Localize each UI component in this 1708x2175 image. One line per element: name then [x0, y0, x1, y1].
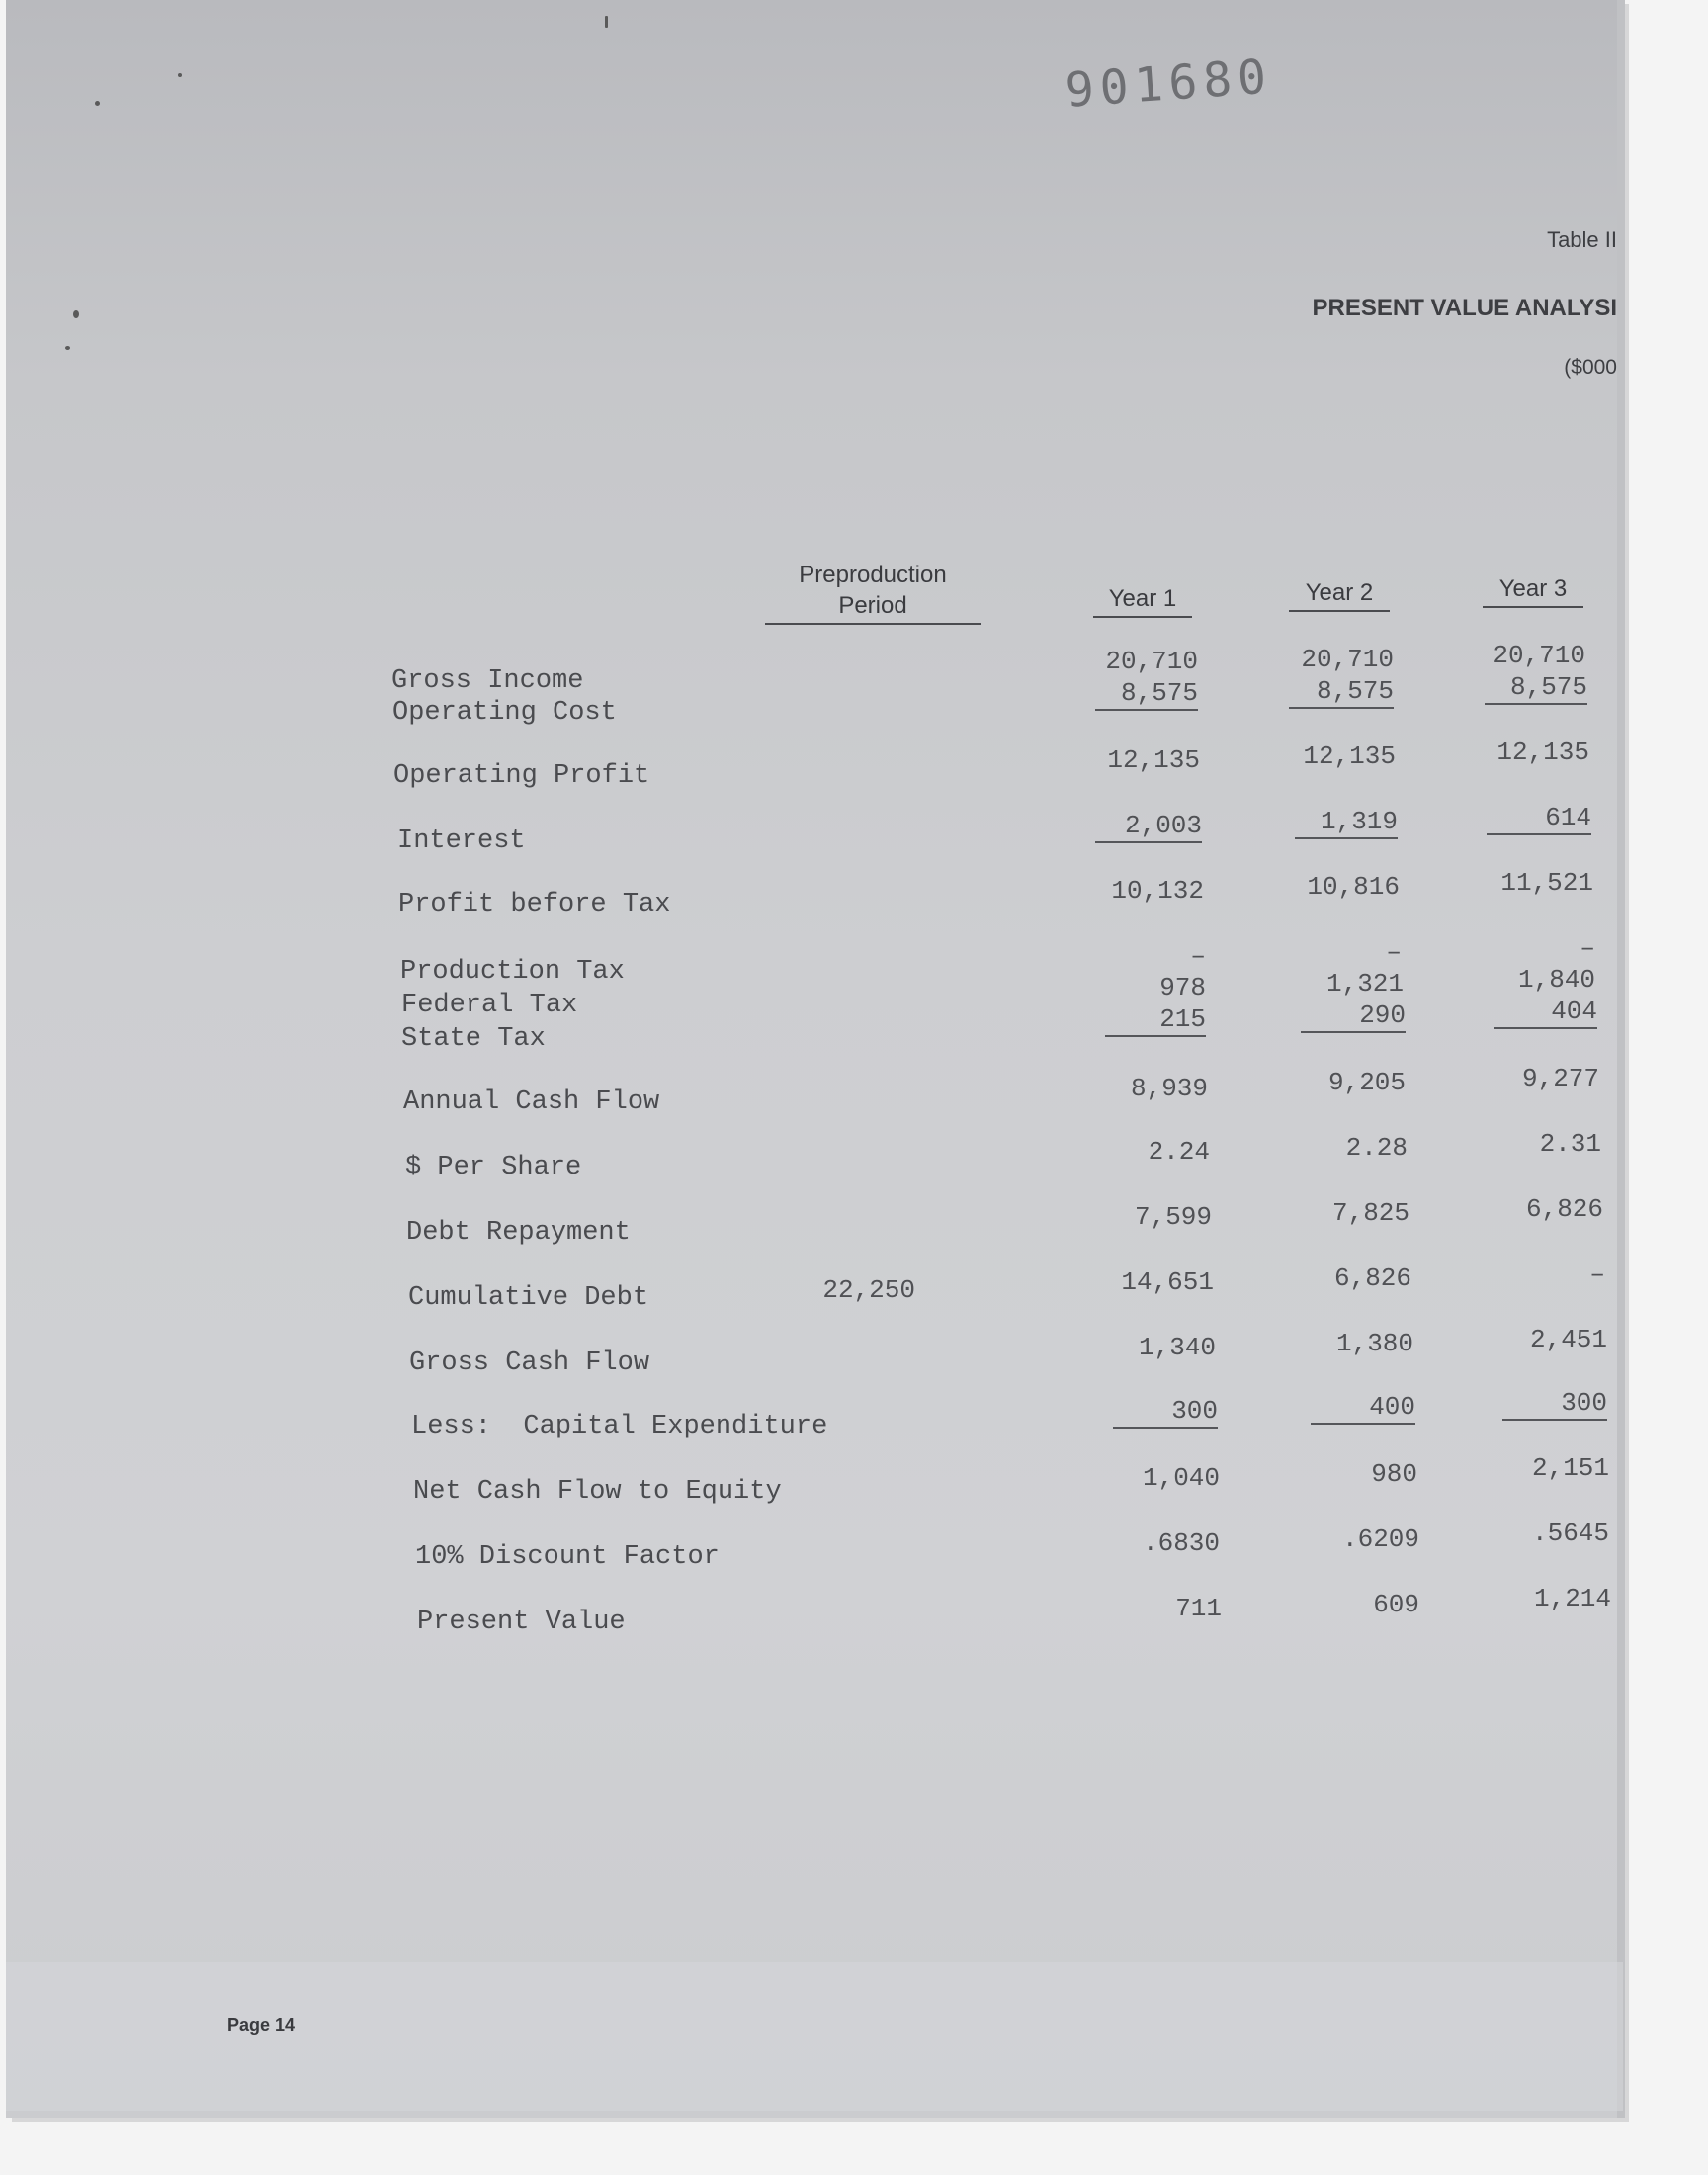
- cell-operating-cost-year-1: 8,575: [1095, 678, 1198, 711]
- cell-profit-before-tax-year-1: 10,132: [1111, 876, 1204, 906]
- document-number-stamp: 901680: [1064, 48, 1274, 119]
- cell-present-value-year-3: 1,214: [1533, 1584, 1611, 1613]
- table-number: Table II: [1547, 227, 1617, 252]
- cell-operating-profit-year-2: 12,135: [1303, 741, 1396, 771]
- row-label: Production Tax: [400, 957, 625, 987]
- cell-net-cash-flow-year-2: 980: [1371, 1459, 1417, 1489]
- cell-net-cash-flow-year-1: 1,040: [1142, 1463, 1220, 1493]
- column-header-year-2: Year 2: [1289, 577, 1390, 612]
- page-edge: [1617, 0, 1625, 2118]
- scan-speck: [95, 101, 100, 106]
- row-label: Operating Cost: [392, 698, 617, 728]
- cell-interest-year-1: 2,003: [1095, 811, 1202, 843]
- cell-net-cash-flow-year-3: 2,151: [1531, 1453, 1609, 1483]
- cell-annual-cash-flow-year-2: 9,205: [1327, 1068, 1406, 1097]
- cell-discount-factor-year-2: .6209: [1341, 1524, 1419, 1554]
- page-number: Page 14: [227, 2015, 296, 2035]
- row-label: Operating Profit: [393, 761, 650, 791]
- row-label: Interest: [397, 826, 526, 856]
- column-header-year-1: Year 1: [1093, 583, 1192, 618]
- scan-speck: [73, 310, 79, 318]
- row-label: Less: Capital Expenditure: [411, 1412, 828, 1441]
- cell-gross-cash-flow-year-3: 2,451: [1529, 1325, 1607, 1354]
- cell-debt-repayment-year-1: 7,599: [1134, 1202, 1212, 1232]
- cell-annual-cash-flow-year-1: 8,939: [1130, 1074, 1208, 1103]
- cell-capital-expenditure-year-3: 300: [1502, 1388, 1607, 1421]
- cell-federal-tax-year-3: 1,840: [1517, 965, 1595, 995]
- scan-speck: [178, 73, 182, 77]
- scan-speck: [605, 16, 608, 28]
- cell-operating-cost-year-3: 8,575: [1485, 672, 1587, 705]
- cell-operating-profit-year-3: 12,135: [1496, 738, 1589, 767]
- row-label: Debt Repayment: [406, 1218, 631, 1248]
- cell-gross-income-year-3: 20,710: [1493, 641, 1585, 670]
- cell-gross-income-year-2: 20,710: [1301, 645, 1394, 674]
- cell-per-share-year-1: 2.24: [1148, 1137, 1210, 1167]
- cell-capital-expenditure-year-1: 300: [1113, 1396, 1218, 1429]
- scan-speck: [65, 346, 70, 350]
- table-title: PRESENT VALUE ANALYSI: [1312, 295, 1617, 321]
- row-label: Gross Cash Flow: [409, 1348, 650, 1378]
- cell-operating-cost-year-2: 8,575: [1289, 676, 1394, 709]
- column-header-year-3: Year 3: [1483, 573, 1583, 608]
- cell-discount-factor-year-1: .6830: [1142, 1528, 1220, 1558]
- column-header-preproduction: Preproduction Period: [765, 560, 981, 625]
- cell-profit-before-tax-year-2: 10,816: [1307, 872, 1400, 902]
- cell-gross-cash-flow-year-2: 1,380: [1335, 1329, 1413, 1358]
- cell-interest-year-2: 1,319: [1295, 807, 1398, 839]
- cell-interest-year-3: 614: [1487, 803, 1591, 835]
- cell-state-tax-year-3: 404: [1494, 997, 1597, 1029]
- cell-cumulative-debt-year-3: –: [1589, 1260, 1605, 1289]
- cell-present-value-year-1: 711: [1175, 1594, 1222, 1623]
- row-label: State Tax: [401, 1024, 546, 1054]
- cell-discount-factor-year-3: .5645: [1531, 1519, 1609, 1548]
- row-label: $ Per Share: [405, 1153, 582, 1182]
- cell-cumulative-debt-preproduction: 22,250: [822, 1275, 915, 1305]
- cell-gross-cash-flow-year-1: 1,340: [1138, 1333, 1216, 1362]
- cell-state-tax-year-1: 215: [1105, 1004, 1206, 1037]
- cell-cumulative-debt-year-1: 14,651: [1121, 1267, 1214, 1297]
- cell-operating-profit-year-1: 12,135: [1107, 745, 1200, 775]
- cell-state-tax-year-2: 290: [1301, 1000, 1406, 1033]
- cell-per-share-year-2: 2.28: [1345, 1133, 1408, 1163]
- row-label: Present Value: [417, 1608, 626, 1637]
- cell-gross-income-year-1: 20,710: [1105, 647, 1198, 676]
- row-label: Annual Cash Flow: [403, 1088, 660, 1117]
- cell-production-tax-year-3: –: [1580, 933, 1595, 963]
- row-label: Cumulative Debt: [408, 1283, 649, 1313]
- cell-production-tax-year-1: –: [1190, 941, 1206, 971]
- row-label: Federal Tax: [401, 991, 578, 1020]
- cell-federal-tax-year-1: 978: [1159, 973, 1206, 1002]
- table-unit: ($000: [1564, 356, 1617, 379]
- row-label: Profit before Tax: [398, 890, 671, 919]
- row-label: 10% Discount Factor: [415, 1542, 720, 1572]
- cell-capital-expenditure-year-2: 400: [1311, 1392, 1415, 1425]
- scan-shading: [6, 1962, 1623, 2111]
- row-label: Gross Income: [391, 666, 584, 696]
- cell-cumulative-debt-year-2: 6,826: [1333, 1263, 1411, 1293]
- cell-federal-tax-year-2: 1,321: [1325, 969, 1404, 999]
- cell-annual-cash-flow-year-3: 9,277: [1521, 1064, 1599, 1093]
- cell-production-tax-year-2: –: [1386, 937, 1402, 967]
- row-label: Net Cash Flow to Equity: [413, 1477, 782, 1507]
- cell-per-share-year-3: 2.31: [1539, 1129, 1601, 1159]
- cell-debt-repayment-year-3: 6,826: [1525, 1194, 1603, 1224]
- cell-profit-before-tax-year-3: 11,521: [1500, 868, 1593, 898]
- cell-debt-repayment-year-2: 7,825: [1331, 1198, 1409, 1228]
- cell-present-value-year-2: 609: [1373, 1590, 1419, 1619]
